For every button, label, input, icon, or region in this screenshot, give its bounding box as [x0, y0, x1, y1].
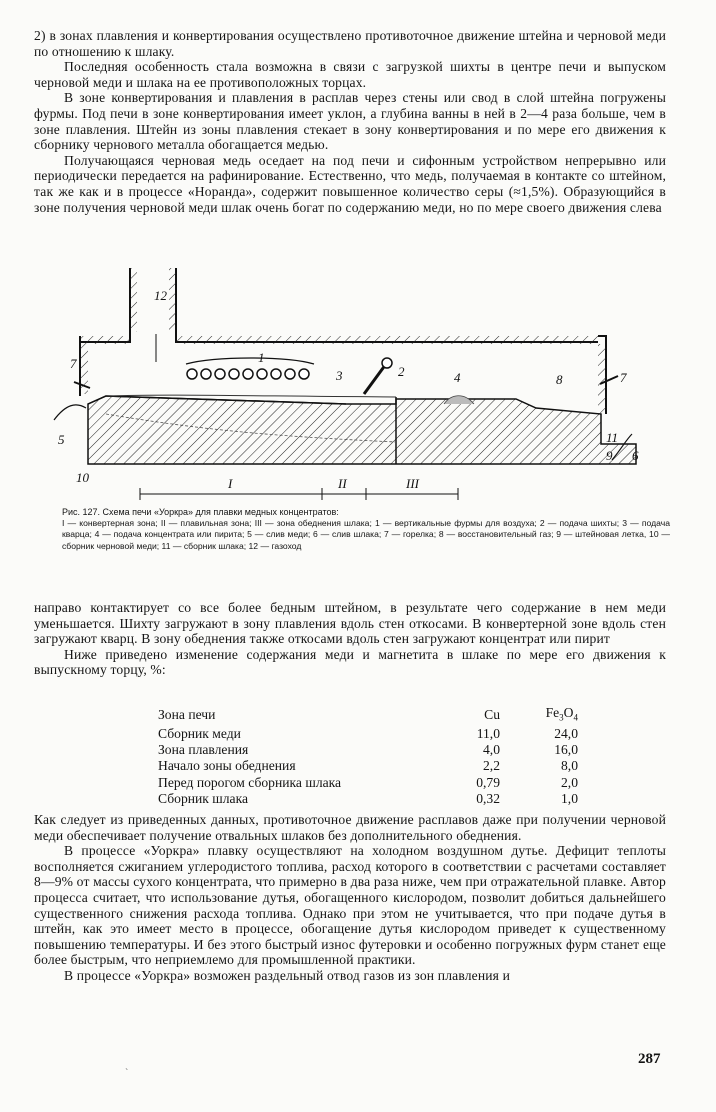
label-7-left: 7 [70, 356, 77, 371]
label-3: 3 [336, 368, 343, 383]
paragraph: направо контактирует со все более бедным штейном, в результате чего содержание в нем меди уменьшается. Шихту загружают в зону плавления вдоль стен откосами. В конвертерной зоне вдоль стен загружают кварц. В зону обеднения также откосами вдоль стен загружают концентрат или пирит [34, 600, 666, 647]
label-1: 1 [258, 350, 265, 365]
cell-fe3o4: 2,0 [561, 774, 578, 790]
furnace-diagram [46, 264, 666, 504]
middle-text-block [34, 600, 666, 678]
paragraph: В процессе «Уоркра» плавку осуществляют на холодном воздушном дутье. Дефицит теплоты восполняется сжиганием углеродистого топлива, расход которого в соответствии с расчетами составляет 8—9% от массы сухого концентрата, что примерно в два раза ниже, чем при отражательной плавке. Автор процесса считает, что использование дутья, обогащенного кислородом, позволит добиться дальнейшего существенного снижения расхода топлива. Однако при этом не учитывается, что при подаче дутья в штейн, как это имеет место в процессе, обогащение дутья кислородом приведет к существенному повышению температуры. И без этого быстрый износ футеровки и особенно погружных фурм станет еще более быстрым, что неприемлемо для промышленной практики. [34, 843, 666, 968]
paragraph: Получающаяся черновая медь оседает на под печи и сифонным устройством непрерывно или периодически передается на рафинирование. Естественно, что медь, получаемая в контакте со штейном, так же как и в процессе «Норанда», содержит повышенное количество серы (≈1,5%). Образующийся в зоне получения черновой меди шлак очень богат по содержанию меди, но по мере своего движения слева [34, 152, 666, 215]
furnace-schematic [46, 264, 666, 504]
cell-fe3o4: 24,0 [554, 725, 578, 741]
table-row [158, 758, 578, 774]
paragraph: 2) в зонах плавления и конвертирования осуществлено противоточное движение штейна и черновой меди по отношению к шлаку. [34, 28, 666, 59]
cell-zone: Зона плавления [158, 742, 249, 758]
cell-cu: 0,32 [476, 790, 500, 806]
table-row [158, 726, 578, 742]
label-2: 2 [398, 364, 405, 379]
label-7-right: 7 [620, 370, 627, 385]
paragraph: Ниже приведено изменение содержания меди и магнетита в шлаке по мере его движения к выпускному торцу, %: [34, 646, 666, 678]
label-12: 12 [154, 288, 167, 303]
caption-legend: I — конвертерная зона; II — плавильная зона; III — зона обеднения шлака; 1 — вертикальные фурмы для воздуха; 2 — подача шихты; 3 — подача кварца; 4 — подача концентрата или пирита; 5 — слив меди; 6 — слив шлака; 7 — горелка; 8 — восстановительный газ; 9 — штейновая летка, 10 — сборник черновой меди; 11 — сборник шлака; 12 — газоход [62, 518, 670, 551]
header-zone: Зона печи [158, 707, 216, 723]
zone-label-2: II [338, 476, 347, 491]
zone-label-3: III [406, 476, 419, 491]
cell-zone: Начало зоны обеднения [158, 758, 296, 774]
label-4: 4 [454, 370, 461, 385]
label-5: 5 [58, 432, 65, 447]
stray-mark: ˋ [125, 1068, 129, 1079]
cell-zone: Сборник меди [158, 725, 241, 741]
header-cu: Cu [484, 707, 500, 723]
table-row [158, 775, 578, 791]
header-fe3o4: $Fe_3O_4$ [545, 705, 578, 723]
top-text-block [34, 28, 666, 215]
label-9: 9 [606, 448, 613, 463]
cell-cu: 4,0 [483, 742, 500, 758]
paragraph: В зоне конвертирования и плавления в расплав через стены или свод в слой штейна погружены фурмы. Под печи в зоне конвертирования имеет уклон, а глубина ванны в ней в 2—4 раза больше, чем в зоне плавления. Штейн из зоны плавления стекает в зону конвертирования и по мере его движения к сборнику чернового металла обогащается медью. [34, 90, 666, 153]
cell-zone: Перед порогом сборника шлака [158, 774, 342, 790]
label-10: 10 [76, 470, 89, 485]
slag-composition-table [158, 705, 578, 807]
zone-label-1: I [228, 476, 233, 491]
caption-title: Рис. 127. Схема печи «Уоркра» для плавки медных концентратов: [62, 507, 339, 517]
cell-fe3o4: 16,0 [554, 742, 578, 758]
paragraph: Последняя особенность стала возможна в связи с загрузкой шихты в центре печи и выпуском черновой меди и шлака на ее противоположных торцах. [34, 59, 666, 90]
table-header-row [158, 705, 578, 726]
table-row [158, 791, 578, 807]
cell-cu: 0,79 [476, 774, 500, 790]
paragraph: Как следует из приведенных данных, противоточное движение расплавов даже при получении черновой меди обеспечивает получение отвальных шлаков без дополнительного обеднения. [34, 812, 666, 843]
cell-fe3o4: 1,0 [561, 790, 578, 806]
cell-zone: Сборник шлака [158, 790, 249, 806]
bottom-text-block [34, 812, 666, 984]
figure-caption [62, 507, 670, 552]
label-8: 8 [556, 372, 563, 387]
page-number: 287 [638, 1051, 661, 1067]
cell-cu: 2,2 [483, 758, 500, 774]
table-row [158, 742, 578, 758]
paragraph: В процессе «Уоркра» возможен раздельный отвод газов из зон плавления и [64, 967, 511, 983]
label-6: 6 [632, 448, 639, 463]
cell-fe3o4: 8,0 [561, 758, 578, 774]
label-11: 11 [606, 430, 619, 445]
cell-cu: 11,0 [476, 725, 500, 741]
